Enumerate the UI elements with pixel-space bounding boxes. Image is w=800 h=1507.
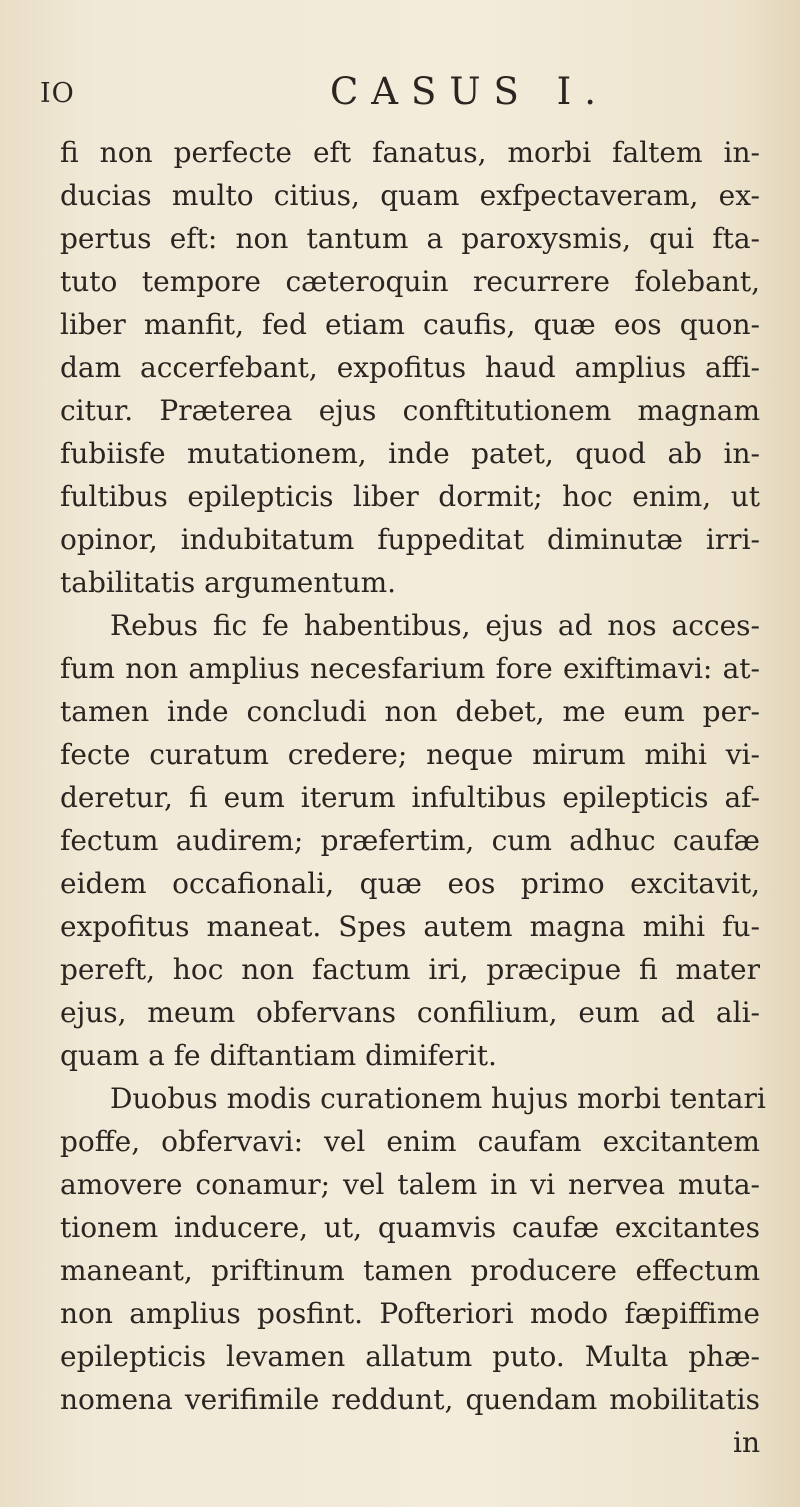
text-line: poffe, obfervavi: vel enim caufam excitantem (60, 1125, 760, 1158)
text-line: Duobus modis curationem hujus morbi tentari (110, 1082, 766, 1115)
text-line: tamen inde concludi non debet, me eum per- (60, 695, 760, 728)
text-line: opinor, indubitatum fuppeditat diminutæ irri- (60, 523, 760, 556)
page-number: IO (40, 78, 75, 109)
text-line: epilepticis levamen allatum puto. Multa phæ- (60, 1340, 760, 1373)
text-line: tionem inducere, ut, quamvis caufæ excitantes (60, 1211, 760, 1244)
text-line: ducias multo citius, quam exfpectaveram, ex- (60, 179, 760, 212)
text-line: ejus, meum obfervans confilium, eum ad ali- (60, 996, 760, 1029)
body-text (60, 131, 766, 1464)
text-line: fultibus epilepticis liber dormit; hoc enim, ut (60, 480, 760, 513)
text-line: pereft, hoc non factum iri, præcipue fi mater (60, 953, 760, 986)
text-line: fectum audirem; præfertim, cum adhuc caufæ (60, 824, 760, 857)
text-line: fum non amplius necesfarium fore exiftimavi: at- (60, 652, 760, 685)
text-line: quam a fe diftantiam dimiferit. (60, 1039, 497, 1072)
text-line: nomena verifimile reddunt, quendam mobilitatis (60, 1383, 760, 1416)
text-line: tuto tempore cæteroquin recurrere folebant, (60, 265, 760, 298)
text-line: dam accerfebant, expofitus haud amplius affi- (60, 351, 760, 384)
text-line: Rebus fic fe habentibus, ejus ad nos acces- (110, 609, 760, 642)
text-line: tabilitatis argumentum. (60, 566, 397, 599)
running-head (40, 62, 760, 112)
text-line: pertus eft: non tantum a paroxysmis, qui fta- (60, 222, 760, 255)
text-line: fubiisfe mutationem, inde patet, quod ab in- (60, 437, 760, 470)
text-line: deretur, fi eum iterum infultibus epilepticis af- (60, 781, 760, 814)
text-line: maneant, priftinum tamen producere effectum (60, 1254, 760, 1287)
text-line: fi non perfecte eft fanatus, morbi faltem in- (60, 136, 760, 169)
catchword: in (733, 1426, 760, 1459)
text-line: citur. Præterea ejus conftitutionem magnam (60, 394, 760, 427)
text-line: fecte curatum credere; neque mirum mihi vi- (60, 738, 760, 771)
text-line: liber manfit, fed etiam caufis, quæ eos quon- (60, 308, 760, 341)
text-line: amovere conamur; vel talem in vi nervea muta- (60, 1168, 760, 1201)
text-line: eidem occafionali, quæ eos primo excitavit, (60, 867, 760, 900)
running-title: CASUS I. (330, 70, 610, 113)
text-line: expofitus maneat. Spes autem magna mihi fu- (60, 910, 760, 943)
text-line: non amplius posfint. Pofteriori modo fæpiffime (60, 1297, 760, 1330)
